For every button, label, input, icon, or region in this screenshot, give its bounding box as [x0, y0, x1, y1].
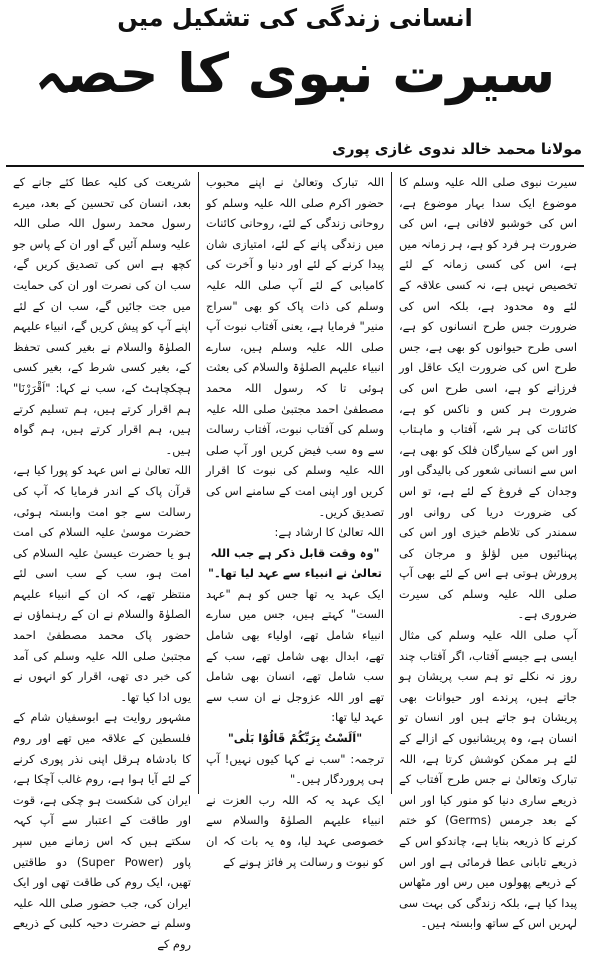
article-headline: سیرت نبوی کا حصہ: [34, 42, 556, 105]
paragraph: اللہ تعالیٰ نے اس عہد کو پورا کیا ہے، قرآن پاک کے اندر فرمایا کہ آپ کی رسالت سے جو امت وابستہ ہوئی، حضرت موسیٰ علیہ السلام کی امت ہو یا حضرت عیسیٰ علیہ السلام کی امت ہو، سب کے سب اسی لئے منتظر تھے، کہ ان کے انبیاء علیہم الصلوٰۃ والسلام نے ان کے رہنماؤں نے حضور پاک محمد مصطفیٰ احمد مجتبیٰ صلی اللہ علیہ وسلم کی آمد کی خبر دی تھی، اقرار کو انہوں نے یوں ادا کیا تھا۔: [13, 463, 191, 704]
paragraph: اللہ تعالیٰ کا ارشاد ہے:: [274, 525, 384, 540]
header-divider: [6, 165, 584, 167]
column-left: [6, 172, 199, 951]
quoted-verse: "وہ وقت قابل ذکر ہے جب اللہ تعالیٰ نے انبیاء سے عہد لیا تھا۔": [208, 545, 382, 581]
article-header: [0, 0, 590, 135]
article-body: [6, 172, 584, 951]
paragraph: آپ صلی اللہ علیہ وسلم کی مثال ایسی ہے جیسے آفتاب، اگر آفتاب چند روز نہ نکلے تو ہم سب پریشان ہو جاتے ہیں، پرندے اور حیوانات بھی پریشان ہو جاتے ہیں اور انسان تو انسان ہے، وہ پریشانیوں کے ازالے کے لئے ہر ممکن کوشش کرتا ہے، اللہ تبارک وتعالیٰ نے جس طرح آفتاب کے ذریعے ساری دنیا کو منور کیا اور اس کے بعد جرمس (Germs) کو ختم کرنے کا ذریعہ بنایا ہے، چاندکو اس کے ذریعے تابانی عطا فرمائی ہے اور اس کے ذریعے پھولوں میں رس اور مٹھاس پیدا کیا ہے، بلکہ زندگی کی بہت سی لہریں اس کے ساتھ وابستہ ہیں۔: [399, 628, 577, 931]
column-middle: [199, 172, 392, 869]
quoted-verse: "اَلَسْتُ بِرَبِّکُمْ قَالُوْا بَلٰی": [227, 731, 363, 746]
paragraph: ایک عہد یہ تھا جس کو ہم "عہد الست" کہتے ہیں، جس میں سارے انبیاء شامل تھے، اولیاء بھی شامل تھے، ابدال بھی شامل تھے، سب کے سب شامل تھے، انسان بھی شامل تھے اور اللہ عزوجل نے ان سب سے عہد لیا تھا:: [206, 586, 384, 725]
paragraph: اللہ تبارک وتعالیٰ نے اپنے محبوب حضور اکرم صلی اللہ علیہ وسلم کو روحانی زندگی کے لئے، روحانی کائنات میں زندگی پانے کے لئے، امتیازی شان پیدا کرنے کے لئے اور دنیا و آخرت کی کامیابی کے لئے آپ صلی اللہ علیہ وسلم کی ذات پاک کو بھی "سراج منیر" فرمایا ہے، یعنی آفتاب نبوت آپ صلی اللہ علیہ وسلم ہیں، سارے انبیاء علیہم الصلوٰۃ والسلام کی بعثت ہوئی تا کہ رسول اللہ محمد مصطفیٰ احمد مجتبیٰ صلی اللہ علیہ وسلم کی آفتاب نبوت، آفتاب رسالت سے وہ سب فیض کریں اور آپ صلی اللہ علیہ وسلم کی نبوت کا اقرار کریں اور اپنی امت کے سامنے اس کی تصدیق کریں۔: [206, 175, 384, 519]
article-kicker: انسانی زندگی کی تشکیل میں: [117, 4, 473, 32]
paragraph: شریعت کی کلیہ عطا کئے جانے کے بعد، انسان کی تحسین کے بعد، میرے رسول محمد رسول اللہ صلی اللہ علیہ وسلم آئیں گے اور ان کے پاس جو کچھ ہے اس کی تصدیق کریں گے، سب ان کی نصرت اور ان کی حمایت میں جت جائیں گے، سب ان کے لئے اپنے آپ کو پیش کریں گے، انبیاء علیہم الصلوٰۃ والسلام نے بغیر کسی تحفظ کے، بغیر کسی شرط کے، بغیر کسی ہچکچاہٹ کے، سب نے کہا: "اَقْرَرْنَا" ہم اقرار کرتے ہیں، ہم تسلیم کرتے ہیں، ہم اقرار کرتے ہیں، ہم گواہ ہیں۔: [13, 175, 191, 457]
paragraph: ایک عہد یہ کہ اللہ رب العزت نے انبیاء علیہم الصلوٰۃ والسلام سے خصوصی عہد لیا، وہ یہ بات کہ ان کو نبوت و رسالت پر فائز ہونے کے: [206, 792, 384, 869]
author-byline: مولانا محمد خالد ندوی غازی پوری: [332, 140, 582, 158]
column-right: [392, 172, 584, 931]
paragraph: ترجمہ: "سب نے کہا کیوں نہیں! آپ ہی پروردگار ہیں۔": [206, 751, 384, 787]
paragraph: سیرت نبوی صلی اللہ علیہ وسلم کا موضوع ایک سدا بہار موضوع ہے، اس کی خوشبو لافانی ہے، اس کی ضرورت ہر فرد کو ہے، ہر زمانہ میں ہے، اس کی کسی زمانہ کے لئے تخصیص نہیں ہے، نہ کسی علاقہ کے لئے وہ محدود ہے، بلکہ اس کی ضرورت جس طرح انسانوں کو ہے، اسی طرح حیوانوں کو بھی ہے، جس طرح اس کی ضرورت ایک عاقل اور فرزانے کو ہے، اسی طرح اس کی ضرورت ہر کس و ناکس کو ہے، کائنات کی ہر شے، آفتاب و ماہتاب اور اس کے سیارگان فلک کو بھی ہے، اس سے انسانی شعور کی بالیدگی اور وجدان کے فروغ کے لئے ہے، تو اس کی ضرورت دریا کی روانی اور سمندر کی تلاطم خیزی اور اس کی پہنائیوں میں لؤلؤ و مرجان کی پرورش ہوتی ہے اس کے لئے بھی آپ صلی اللہ علیہ وسلم کی سیرت ضروری ہے۔: [399, 175, 577, 622]
paragraph: مشہور روایت ہے ابوسفیان شام کے فلسطین کے علاقہ میں تھے اور روم کا بادشاہ ہرقل اپنی نذر پوری کرنے کے لئے آیا ہوا ہے، روم غالب آچکا ہے، ایران کی شکست ہو چکی ہے، قوت اور طاقت کے اعتبار سے آپ کہہ سکتے ہیں کہ اس زمانے میں سپر پاور (Super Power) دو طاقتیں تھیں، ایک روم کی طاقت تھی اور ایک ایران کی، جب حضور صلی اللہ علیہ وسلم نے حضرت دحیہ کلبی کے ذریعے روم کے: [13, 710, 191, 951]
